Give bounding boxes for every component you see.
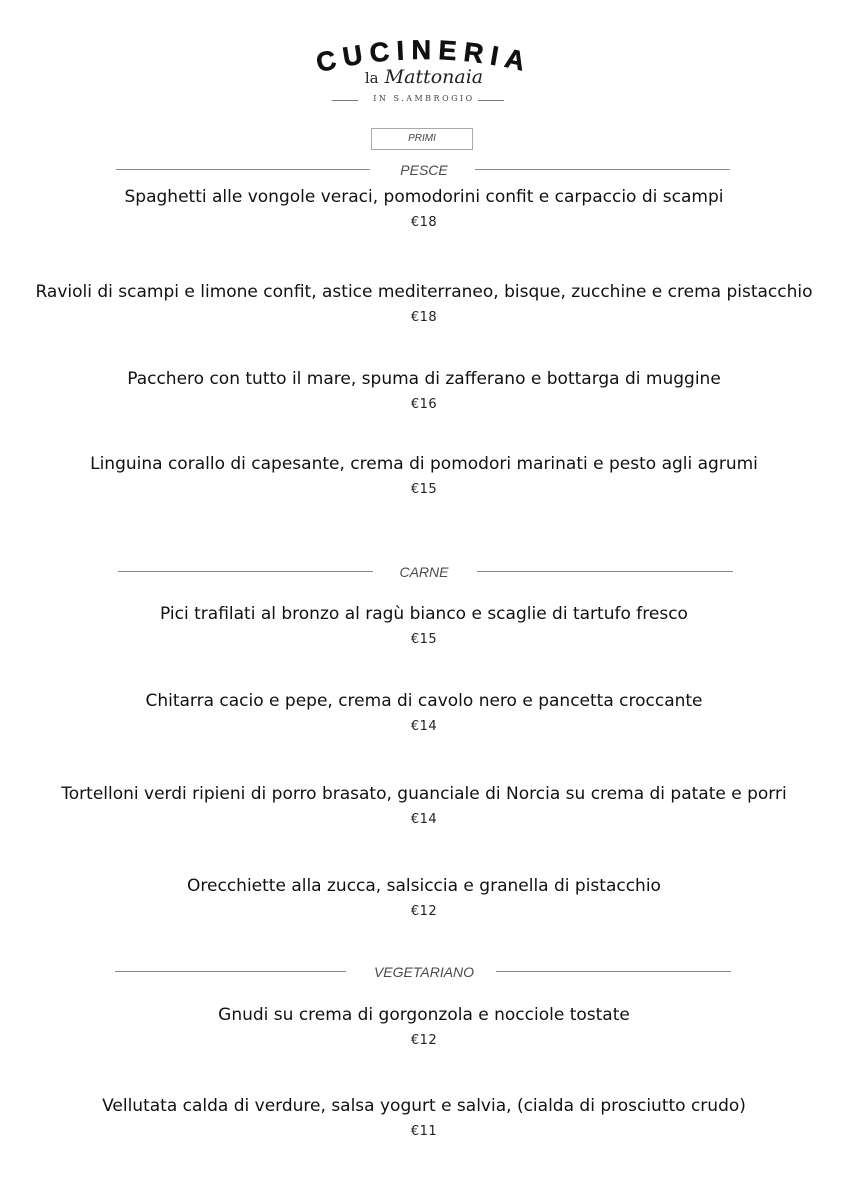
- section-rule-right: [475, 169, 730, 170]
- section-header-carne: [0, 562, 848, 582]
- section-header-vegetariano: [0, 962, 848, 982]
- dish-item: [0, 1003, 848, 1050]
- dish-price: €15: [410, 632, 438, 647]
- logo-sub-name: Mattonaia: [384, 66, 484, 88]
- tab-primi[interactable]: PRIMI: [371, 128, 473, 150]
- dish-name: Linguina corallo di capesante, crema di pomodori marinati e pesto agli agrumi: [90, 454, 758, 474]
- dish-item: [0, 452, 848, 499]
- dish-price: €11: [410, 1124, 438, 1139]
- dish-price: €14: [410, 719, 438, 734]
- dish-name: Vellutata calda di verdure, salsa yogurt e salvia, (cialda di prosciutto crudo): [102, 1096, 746, 1116]
- dish-name: Pacchero con tutto il mare, spuma di zafferano e bottarga di muggine: [127, 369, 721, 389]
- section-label: CARNE: [399, 564, 449, 580]
- dish-name: Pici trafilati al bronzo al ragù bianco e scaglie di tartufo fresco: [160, 604, 688, 624]
- dish-name: Tortelloni verdi ripieni di porro brasato, guanciale di Norcia su crema di patate e porri: [61, 784, 787, 804]
- dish-item: [0, 874, 848, 921]
- section-rule-right: [496, 971, 731, 972]
- section-label: PESCE: [400, 162, 448, 178]
- dish-item: [0, 689, 848, 736]
- dish-name: Orecchiette alla zucca, salsiccia e granella di pistacchio: [187, 876, 661, 896]
- dish-price: €12: [410, 904, 438, 919]
- dish-price: €18: [410, 310, 438, 325]
- dish-item: [0, 185, 848, 232]
- dish-price: €14: [410, 812, 438, 827]
- logo-place: IN S.AMBROGIO: [373, 94, 475, 103]
- logo-sub-la: la: [364, 69, 379, 87]
- dish-price: €12: [410, 1033, 438, 1048]
- dish-item: [0, 602, 848, 649]
- dish-name: Ravioli di scampi e limone confit, astice mediterraneo, bisque, zucchine e crema pistacchio: [35, 282, 813, 302]
- logo-subtitle: [0, 66, 848, 88]
- dish-item: [0, 1094, 848, 1141]
- dish-name: Chitarra cacio e pepe, crema di cavolo nero e pancetta croccante: [145, 691, 703, 711]
- section-rule-right: [477, 571, 733, 572]
- dish-name: Spaghetti alle vongole veraci, pomodorini confit e carpaccio di scampi: [124, 187, 724, 207]
- dish-item: [0, 367, 848, 414]
- logo-brand: CUCINERIA: [313, 40, 535, 79]
- dish-name: Gnudi su crema di gorgonzola e nocciole tostate: [218, 1005, 630, 1025]
- logo: [0, 40, 848, 110]
- dish-price: €16: [410, 397, 438, 412]
- dish-item: [0, 782, 848, 829]
- logo-rule-right: [478, 100, 504, 101]
- section-header-pesce: [0, 160, 848, 180]
- dish-price: €15: [410, 482, 438, 497]
- dish-price: €18: [410, 215, 438, 230]
- dish-item: [0, 280, 848, 327]
- section-label: VEGETARIANO: [373, 964, 475, 980]
